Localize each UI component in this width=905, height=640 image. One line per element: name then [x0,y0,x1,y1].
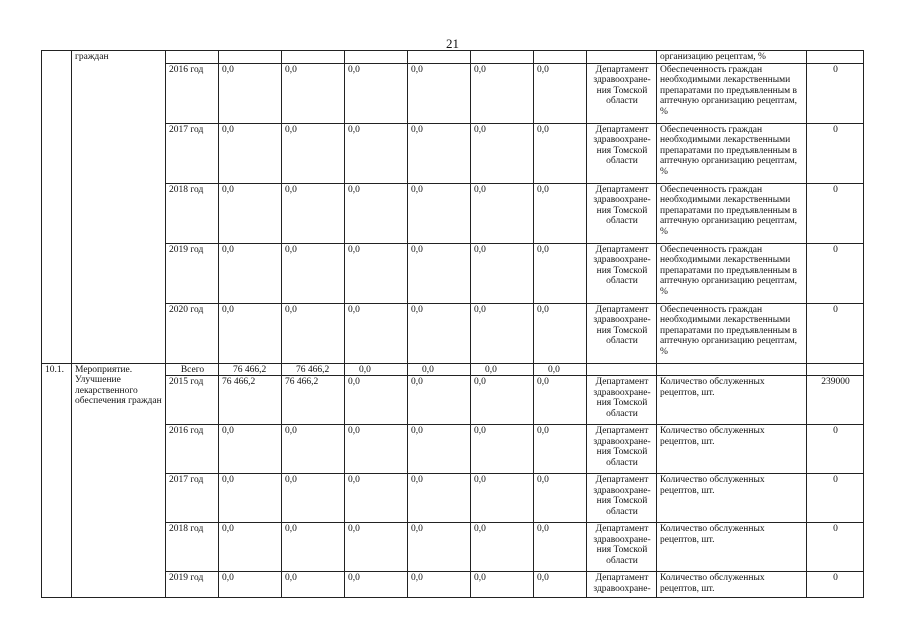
indicator-cell: Обеспеченность граждан необходимыми лекарственными препаратами по предъявленным в аптечную организацию рецептам, % [657,63,807,123]
value-cell [408,51,471,64]
indicator-value-cell: 0 [807,183,864,243]
indicator-cell: Количество обслуженных рецептов, шт. [657,376,807,425]
value-cell: 76 466,2 [219,376,282,425]
table-row [42,523,864,572]
year-cell: 2016 год [166,425,219,474]
value-cell: 0,0 [345,243,408,303]
year-cell: 2017 год [166,123,219,183]
value-cell [534,51,587,64]
indicator-cell: Обеспеченность граждан необходимыми лекарственными препаратами по предъявленным в аптечную организацию рецептам, % [657,303,807,363]
indicator-cell: Количество обслуженных рецептов, шт. [657,425,807,474]
value-cell: 0,0 [408,303,471,363]
table-row [42,123,864,183]
table-row [42,474,864,523]
value-cell: 0,0 [471,376,534,425]
value-cell: 0,0 [408,572,471,598]
year-cell: 2016 год [166,63,219,123]
indicator-cell: Обеспеченность граждан необходимыми лекарственными препаратами по предъявленным в аптечную организацию рецептам, % [657,183,807,243]
department-cell: Департамент здравоохране- ния Томской области [587,123,657,183]
table-row [42,376,864,425]
indicator-cell: Количество обслуженных рецептов, шт. [657,474,807,523]
value-cell: 0,0 [408,183,471,243]
department-cell: Департамент здравоохране- ния Томской области [587,425,657,474]
item-number-cell [42,51,72,364]
department-cell [587,51,657,64]
value-cell: 0,0 [345,363,408,376]
value-cell: 0,0 [219,425,282,474]
value-cell: 0,0 [408,523,471,572]
department-cell: Департамент здравоохране- ния Томской области [587,183,657,243]
department-cell: Департамент здравоохране- ния Томской области [587,303,657,363]
indicator-value-cell: 0 [807,572,864,598]
value-cell: 0,0 [219,474,282,523]
indicator-value-cell: 0 [807,523,864,572]
year-cell: 2020 год [166,303,219,363]
value-cell: 0,0 [282,243,345,303]
value-cell: 0,0 [471,183,534,243]
value-cell: 0,0 [534,183,587,243]
value-cell: 0,0 [534,363,587,376]
indicator-value-cell [807,363,864,376]
department-cell: Департамент здравоохране- ния Томской области [587,63,657,123]
value-cell: 0,0 [219,523,282,572]
table-row [42,63,864,123]
value-cell: 0,0 [345,425,408,474]
value-cell: 0,0 [534,474,587,523]
value-cell: 0,0 [471,523,534,572]
table-row [42,425,864,474]
value-cell: 0,0 [471,303,534,363]
value-cell: 0,0 [408,123,471,183]
year-cell: 2018 год [166,523,219,572]
value-cell: 0,0 [471,425,534,474]
indicator-value-cell [807,51,864,64]
value-cell: 0,0 [471,572,534,598]
indicator-value-cell: 0 [807,425,864,474]
value-cell: 0,0 [534,243,587,303]
value-cell: 0,0 [534,376,587,425]
indicator-value-cell: 0 [807,303,864,363]
table-row [42,243,864,303]
value-cell: 0,0 [219,303,282,363]
value-cell: 0,0 [282,123,345,183]
value-cell: 0,0 [345,63,408,123]
department-cell: Департамент здравоохране- ния Томской области [587,523,657,572]
department-cell: Департамент здравоохране- [587,572,657,598]
indicator-cell: организацию рецептам, % [657,51,807,64]
year-cell: 2019 год [166,572,219,598]
value-cell: 0,0 [534,425,587,474]
value-cell: 0,0 [408,243,471,303]
table-row [42,363,864,376]
value-cell: 0,0 [282,425,345,474]
value-cell: 0,0 [408,425,471,474]
indicator-value-cell: 239000 [807,376,864,425]
department-cell: Департамент здравоохране- ния Томской области [587,376,657,425]
indicator-cell: Количество обслуженных рецептов, шт. [657,572,807,598]
value-cell: 0,0 [408,63,471,123]
value-cell: 0,0 [219,63,282,123]
value-cell: 0,0 [471,123,534,183]
year-cell: 2015 год [166,376,219,425]
indicator-value-cell: 0 [807,63,864,123]
department-cell: Департамент здравоохране- ния Томской области [587,474,657,523]
value-cell: 0,0 [219,572,282,598]
item-name-cell: Мероприятие. Улучшение лекарственного обеспечения граждан [72,363,166,598]
value-cell: 0,0 [345,572,408,598]
indicator-value-cell: 0 [807,474,864,523]
indicator-cell [657,363,807,376]
indicator-cell: Количество обслуженных рецептов, шт. [657,523,807,572]
department-cell: Департамент здравоохране- ния Томской области [587,243,657,303]
value-cell: 0,0 [534,123,587,183]
table-body [42,51,864,598]
value-cell: 0,0 [219,243,282,303]
value-cell: 0,0 [345,474,408,523]
value-cell: 0,0 [534,523,587,572]
item-name-cell: граждан [72,51,166,364]
page-number: 21 [446,36,459,51]
value-cell [219,51,282,64]
year-cell: 2018 год [166,183,219,243]
value-cell: 0,0 [471,63,534,123]
value-cell: 0,0 [345,183,408,243]
indicator-value-cell: 0 [807,123,864,183]
table-row [42,303,864,363]
table-row [42,51,864,64]
value-cell: 0,0 [345,523,408,572]
department-cell [587,363,657,376]
value-cell: 0,0 [345,303,408,363]
value-cell: 0,0 [282,572,345,598]
program-table [41,50,864,598]
value-cell: 0,0 [534,303,587,363]
year-cell: Всего [166,363,219,376]
value-cell [345,51,408,64]
value-cell: 0,0 [534,572,587,598]
value-cell: 0,0 [219,123,282,183]
value-cell: 0,0 [282,474,345,523]
value-cell: 0,0 [534,63,587,123]
value-cell: 76 466,2 [219,363,282,376]
value-cell: 0,0 [219,183,282,243]
indicator-value-cell: 0 [807,243,864,303]
value-cell: 0,0 [282,183,345,243]
value-cell: 76 466,2 [282,363,345,376]
value-cell: 0,0 [471,474,534,523]
value-cell: 0,0 [345,376,408,425]
value-cell: 0,0 [282,303,345,363]
indicator-cell: Обеспеченность граждан необходимыми лекарственными препаратами по предъявленным в аптечную организацию рецептам, % [657,123,807,183]
value-cell: 0,0 [282,63,345,123]
value-cell: 0,0 [408,376,471,425]
value-cell: 0,0 [471,243,534,303]
year-cell: 2019 год [166,243,219,303]
value-cell [282,51,345,64]
table-row [42,183,864,243]
table-row [42,572,864,598]
value-cell: 0,0 [408,363,471,376]
year-cell: 2017 год [166,474,219,523]
value-cell: 76 466,2 [282,376,345,425]
item-number-cell: 10.1. [42,363,72,598]
value-cell: 0,0 [408,474,471,523]
indicator-cell: Обеспеченность граждан необходимыми лекарственными препаратами по предъявленным в аптечную организацию рецептам, % [657,243,807,303]
value-cell: 0,0 [282,523,345,572]
value-cell [471,51,534,64]
value-cell: 0,0 [471,363,534,376]
value-cell: 0,0 [345,123,408,183]
year-cell [166,51,219,64]
